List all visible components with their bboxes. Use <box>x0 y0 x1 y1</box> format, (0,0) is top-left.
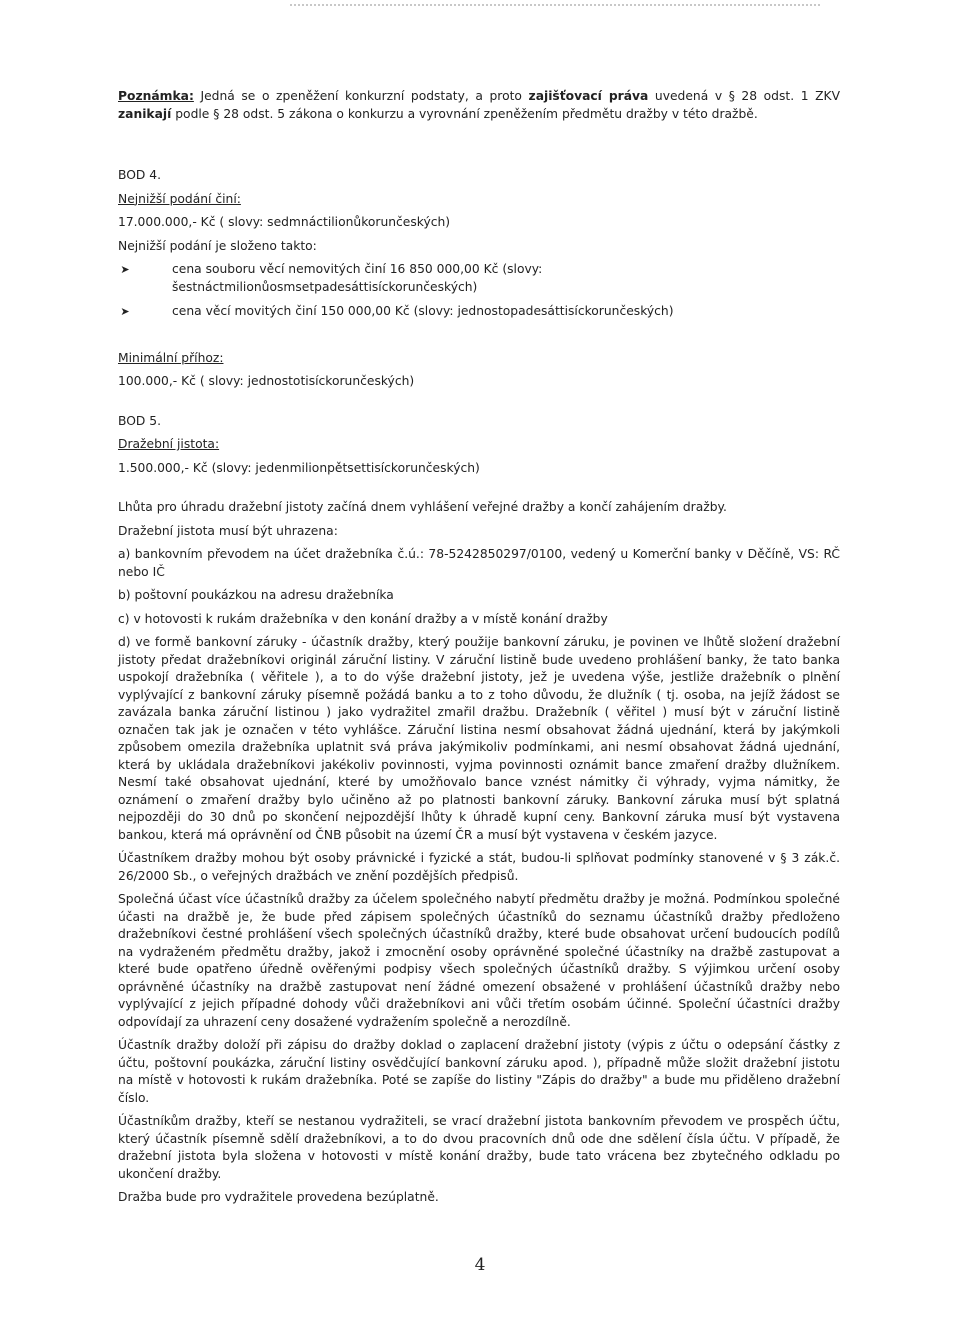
bod4-amount: 17.000.000,- Kč ( slovy: sedmnáctilionůkorunčeských) <box>118 215 451 229</box>
bullet-text: cena věcí movitých činí 150 000,00 Kč (slovy: jednostopadesáttisíckorunčeských) <box>172 304 674 318</box>
arrowhead-bullet-icon: ➤ <box>120 263 130 276</box>
note-highlight-2: zanikají <box>118 106 172 121</box>
bod4-composition-intro: Nejnižší podání je složeno takto: <box>118 238 317 253</box>
bod5-paragraph: b) poštovní poukázkou na adresu dražebníka <box>118 588 394 602</box>
bullet-text: cena souboru věcí nemovitých činí 16 850 000,00 Kč (slovy: šestnáctmilionůosmsetpadesáttisíckorunčeských) <box>172 262 543 294</box>
bod4-heading: BOD 4. <box>118 168 162 182</box>
list-item <box>118 303 840 321</box>
bod5-amount: 1.500.000,- Kč (slovy: jedenmilionpětsettisíckorunčeských) <box>118 460 480 475</box>
note-text-before: Jedná se o zpeněžení konkurzní podstaty, a proto <box>200 89 529 103</box>
min-increment-amount: 100.000,- Kč ( slovy: jednostotisíckorunčeských) <box>118 374 415 388</box>
bod4-bullet-list <box>118 261 840 321</box>
min-increment-heading: Minimální příhoz: <box>118 350 224 365</box>
bod4-subheading: Nejnižší podání činí: <box>118 191 241 206</box>
arrowhead-bullet-icon: ➤ <box>120 305 130 318</box>
note-text-mid: uvedená v § 28 odst. 1 ZKV <box>648 89 841 103</box>
note-paragraph <box>118 88 840 123</box>
bod5-paragraph: Dražební jistota musí být uhrazena: <box>118 523 338 538</box>
note-highlight: zajišťovací práva <box>528 89 649 103</box>
bod5-paragraph: d) ve formě bankovní záruky - účastník dražby, který použije bankovní záruku, je povinen ve lhůtě složení dražební jistoty předat dražebníkovi originál záruční listiny. V záruční listině bude uvedeno prohlášení banky, že tato banka uspokojí dražebníka ( věřitele ), a to do výše dražební jistoty, jež je uvedena výše, jestliže dražebník o plnění vyplývající z bankovní záruky písemně požádá banku a to z toho důvodu, že dlužník ( tj. osoba, na jejíž žádost se zavázala banka záruční listinou ) jako vydražitel zmařil dražbu. Dražebník ( věřitel ) musí být v záruční listině označen tak jak je označen v této vyhlášce. Záruční listina nesmí obsahovat žádná ujednání, která by jakýmkoli způsobem omezila dražebníka uplatnit svá práva jakýmikoliv podmínkami, ani nesmí obsahovat žádná ujednání, která by ukládala dražebníkovi jakékoliv povinnosti, vyjma povinnosti oznámit bance zmaření dražby dlužníkem. Nesmí také obsahovat ujednání, které by umožňovalo bance vznést námitky či výhrady, vyjma námitky, že oznámení o zmaření dražby bylo učiněno až po platnosti bankovní záruky. Bankovní záruka musí být splatná nejpozději do 30 dnů po skončení nejpozdější lhůty k úhradě kupní ceny. Bankovní záruka musí být vystavena bankou, která má oprávnění od ČNB působit na území ČR a musí být vystavena v českém jazyce. <box>118 635 840 842</box>
note-label: Poznámka: <box>118 89 194 103</box>
bod5-paragraph: Účastníkům dražby, kteří se nestanou vydražiteli, se vrací dražební jistota bankovním převodem ve prospěch účtu, který účastník písemně sdělí dražebníkovi, a to do dvou pracovních dnů ode dne sdělení čísla účtu. V případě, že dražební jistota byla složena v hotovosti v místě konání dražby, bude tato vrácena bez zbytečného odkladu po ukončení dražby. <box>118 1114 840 1181</box>
bod5-paragraph: Společná účast více účastníků dražby za účelem společného nabytí předmětu dražby je možná. Podmínkou společné účasti na dražbě je, že bude před zápisem společných účastníků do seznamu účastníků dražby předloženo dražebníkovi čestné prohlášení všech společných účastníků dražby, které bude obsahovat určení budoucích podílů na vydraženém předmětu dražby, jakož i zmocnění osoby oprávněné společné účastníky na dražbě zastupovat a které bude opatřeno úředně ověřenými podpisy všech společných účastníků dražby. S výjimkou určení osoby oprávněné účastníky na dražbě zastupovat není žádné omezení obsažené v prohlášení účastníků dražby nebo vyplývající z jejich případné dohody vůči dražebníkovi ani vůči třetím osobám účinné. Společní účastníci dražby odpovídají za uhrazení ceny dosažené vydražením společně a nerozdílně. <box>118 892 840 1029</box>
document-page <box>118 88 840 1207</box>
bod5-paragraph: Účastník dražby doloží při zápisu do dražby doklad o zaplacení dražební jistoty (výpis z účtu o odepsání částky z účtu, poštovní poukázka, záruční listiny osvědčující bankovní záruku apod. ), případně může složit dražební jistotu na místě v hotovosti k rukám dražebníka. Poté se zapíše do listiny "Zápis do dražby" a bude mu přiděleno dražební číslo. <box>118 1038 840 1105</box>
list-item <box>118 261 840 296</box>
bod5-paragraph: a) bankovním převodem na účet dražebníka č.ú.: 78-5242850297/0100, vedený u Komerční banky v Děčíně, VS: RČ nebo IČ <box>118 547 840 579</box>
bod5-paragraph: c) v hotovosti k rukám dražebníka v den konání dražby a v místě konání dražby <box>118 611 608 626</box>
scan-artifact-line <box>290 4 820 6</box>
bod5-paragraph: Dražba bude pro vydražitele provedena bezúplatně. <box>118 1190 439 1204</box>
note-text-after: podle § 28 odst. 5 zákona o konkurzu a vyrovnání zpeněžením předmětu dražby v této dražbě. <box>171 106 758 121</box>
bod5-subheading: Dražební jistota: <box>118 437 220 451</box>
bod5-paragraph: Lhůta pro úhradu dražební jistoty začíná dnem vyhlášení veřejné dražby a končí zahájením dražby. <box>118 500 727 514</box>
bod5-paragraph: Účastníkem dražby mohou být osoby právnické i fyzické a stát, budou-li splňovat podmínky stanovené v § 3 zák.č. 26/2000 Sb., o veřejných dražbách ve znění pozdějších předpisů. <box>118 851 840 883</box>
page-number: 4 <box>474 1255 486 1275</box>
bod5-heading: BOD 5. <box>118 413 162 428</box>
